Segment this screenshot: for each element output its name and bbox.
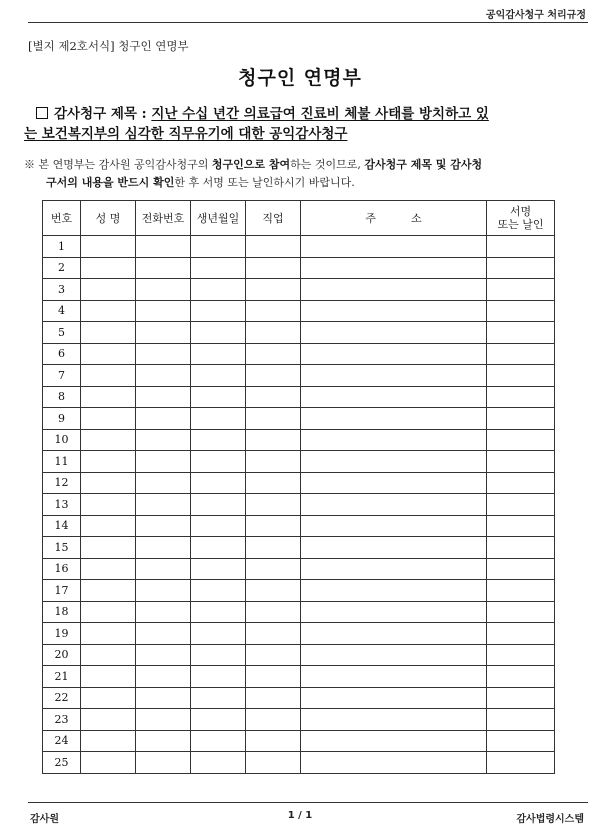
row-number: 12 bbox=[43, 472, 81, 494]
signature-cell[interactable] bbox=[487, 236, 555, 258]
address-cell[interactable] bbox=[301, 386, 487, 408]
signature-cell[interactable] bbox=[487, 429, 555, 451]
address-cell[interactable] bbox=[301, 752, 487, 774]
signature-cell[interactable] bbox=[487, 601, 555, 623]
occupation-cell[interactable] bbox=[246, 236, 301, 258]
name-cell[interactable] bbox=[81, 730, 136, 752]
row-number: 5 bbox=[43, 322, 81, 344]
table-row bbox=[43, 451, 555, 473]
name-cell[interactable] bbox=[81, 472, 136, 494]
row-number: 20 bbox=[43, 644, 81, 666]
address-cell[interactable] bbox=[301, 687, 487, 709]
name-cell[interactable] bbox=[81, 687, 136, 709]
birthdate-cell[interactable] bbox=[191, 494, 246, 516]
birthdate-cell[interactable] bbox=[191, 580, 246, 602]
phone-cell[interactable] bbox=[136, 537, 191, 559]
row-number: 7 bbox=[43, 365, 81, 387]
birthdate-cell[interactable] bbox=[191, 537, 246, 559]
occupation-cell[interactable] bbox=[246, 515, 301, 537]
header-signature-line2: 또는 날인 bbox=[497, 218, 544, 231]
address-cell[interactable] bbox=[301, 257, 487, 279]
name-cell[interactable] bbox=[81, 601, 136, 623]
phone-cell[interactable] bbox=[136, 687, 191, 709]
phone-cell[interactable] bbox=[136, 623, 191, 645]
occupation-cell[interactable] bbox=[246, 687, 301, 709]
table-row bbox=[43, 644, 555, 666]
phone-cell[interactable] bbox=[136, 365, 191, 387]
occupation-cell[interactable] bbox=[246, 601, 301, 623]
row-number: 13 bbox=[43, 494, 81, 516]
table-row bbox=[43, 236, 555, 258]
address-cell[interactable] bbox=[301, 537, 487, 559]
name-cell[interactable] bbox=[81, 580, 136, 602]
table-row bbox=[43, 408, 555, 430]
address-cell[interactable] bbox=[301, 322, 487, 344]
signature-cell[interactable] bbox=[487, 451, 555, 473]
row-number: 2 bbox=[43, 257, 81, 279]
birthdate-cell[interactable] bbox=[191, 429, 246, 451]
occupation-cell[interactable] bbox=[246, 644, 301, 666]
row-number: 8 bbox=[43, 386, 81, 408]
table-row bbox=[43, 687, 555, 709]
birthdate-cell[interactable] bbox=[191, 558, 246, 580]
table-row bbox=[43, 537, 555, 559]
name-cell[interactable] bbox=[81, 644, 136, 666]
note-part2: 하는 것이므로, bbox=[290, 158, 365, 171]
occupation-cell[interactable] bbox=[246, 730, 301, 752]
occupation-cell[interactable] bbox=[246, 623, 301, 645]
petitioner-roster-table bbox=[42, 200, 555, 774]
address-cell[interactable] bbox=[301, 300, 487, 322]
table-row bbox=[43, 709, 555, 731]
occupation-cell[interactable] bbox=[246, 429, 301, 451]
address-cell[interactable] bbox=[301, 623, 487, 645]
occupation-cell[interactable] bbox=[246, 322, 301, 344]
table-row bbox=[43, 365, 555, 387]
row-number: 24 bbox=[43, 730, 81, 752]
footer-system: 감사법령시스템 bbox=[516, 814, 584, 825]
phone-cell[interactable] bbox=[136, 300, 191, 322]
row-number: 19 bbox=[43, 623, 81, 645]
occupation-cell[interactable] bbox=[246, 580, 301, 602]
occupation-cell[interactable] bbox=[246, 365, 301, 387]
table-row bbox=[43, 515, 555, 537]
row-number: 14 bbox=[43, 515, 81, 537]
header-phone: 전화번호 bbox=[136, 201, 191, 236]
header-signature-line1: 서명 bbox=[509, 205, 532, 218]
address-cell[interactable] bbox=[301, 515, 487, 537]
footer-divider bbox=[28, 802, 588, 803]
phone-cell[interactable] bbox=[136, 451, 191, 473]
name-cell[interactable] bbox=[81, 494, 136, 516]
subject-text-line2: 는 보건복지부의 심각한 직무유기에 대한 공익감사청구 bbox=[24, 126, 348, 142]
phone-cell[interactable] bbox=[136, 343, 191, 365]
subject-text-line1: 지난 수십 년간 의료급여 진료비 체불 사태를 방치하고 있 bbox=[151, 106, 489, 122]
table-row bbox=[43, 279, 555, 301]
table-row bbox=[43, 730, 555, 752]
table-row bbox=[43, 580, 555, 602]
row-number: 11 bbox=[43, 451, 81, 473]
note-part1: 본 연명부는 감사원 공익감사청구의 bbox=[38, 158, 212, 171]
address-cell[interactable] bbox=[301, 558, 487, 580]
row-number: 25 bbox=[43, 752, 81, 774]
phone-cell[interactable] bbox=[136, 472, 191, 494]
name-cell[interactable] bbox=[81, 343, 136, 365]
birthdate-cell[interactable] bbox=[191, 666, 246, 688]
header-birthdate: 생년월일 bbox=[191, 201, 246, 236]
birthdate-cell[interactable] bbox=[191, 322, 246, 344]
address-cell[interactable] bbox=[301, 601, 487, 623]
row-number: 16 bbox=[43, 558, 81, 580]
name-cell[interactable] bbox=[81, 666, 136, 688]
row-number: 6 bbox=[43, 343, 81, 365]
table-row bbox=[43, 257, 555, 279]
signature-cell[interactable] bbox=[487, 709, 555, 731]
table-row bbox=[43, 601, 555, 623]
phone-cell[interactable] bbox=[136, 322, 191, 344]
birthdate-cell[interactable] bbox=[191, 687, 246, 709]
phone-cell[interactable] bbox=[136, 408, 191, 430]
signature-cell[interactable] bbox=[487, 580, 555, 602]
phone-cell[interactable] bbox=[136, 386, 191, 408]
birthdate-cell[interactable] bbox=[191, 279, 246, 301]
audit-subject bbox=[24, 104, 580, 144]
birthdate-cell[interactable] bbox=[191, 601, 246, 623]
row-number: 10 bbox=[43, 429, 81, 451]
phone-cell[interactable] bbox=[136, 257, 191, 279]
address-cell[interactable] bbox=[301, 644, 487, 666]
birthdate-cell[interactable] bbox=[191, 623, 246, 645]
phone-cell[interactable] bbox=[136, 279, 191, 301]
phone-cell[interactable] bbox=[136, 730, 191, 752]
name-cell[interactable] bbox=[81, 537, 136, 559]
name-cell[interactable] bbox=[81, 322, 136, 344]
row-number: 3 bbox=[43, 279, 81, 301]
header-occupation: 직업 bbox=[246, 201, 301, 236]
footer-organization: 감사원 bbox=[30, 814, 59, 825]
address-cell[interactable] bbox=[301, 494, 487, 516]
signature-cell[interactable] bbox=[487, 343, 555, 365]
table-row bbox=[43, 322, 555, 344]
page-number: 1 / 1 bbox=[287, 810, 313, 821]
table-row bbox=[43, 429, 555, 451]
occupation-cell[interactable] bbox=[246, 386, 301, 408]
phone-cell[interactable] bbox=[136, 752, 191, 774]
occupation-cell[interactable] bbox=[246, 558, 301, 580]
name-cell[interactable] bbox=[81, 365, 136, 387]
name-cell[interactable] bbox=[81, 300, 136, 322]
header-name: 성 명 bbox=[81, 201, 136, 236]
table-row bbox=[43, 752, 555, 774]
table-header-row bbox=[43, 201, 555, 236]
row-number: 15 bbox=[43, 537, 81, 559]
table-row bbox=[43, 623, 555, 645]
note-bold2a: 감사청구 제목 및 감사청 bbox=[364, 158, 483, 171]
occupation-cell[interactable] bbox=[246, 494, 301, 516]
address-cell[interactable] bbox=[301, 429, 487, 451]
occupation-cell[interactable] bbox=[246, 408, 301, 430]
occupation-cell[interactable] bbox=[246, 343, 301, 365]
phone-cell[interactable] bbox=[136, 558, 191, 580]
signature-cell[interactable] bbox=[487, 494, 555, 516]
note-part3: 한 후 서명 또는 날인하시기 바랍니다. bbox=[174, 176, 355, 189]
address-cell[interactable] bbox=[301, 709, 487, 731]
form-label: [별지 제2호서식] 청구인 연명부 bbox=[28, 39, 189, 53]
address-cell[interactable] bbox=[301, 730, 487, 752]
signature-cell[interactable] bbox=[487, 257, 555, 279]
name-cell[interactable] bbox=[81, 429, 136, 451]
table-row bbox=[43, 558, 555, 580]
note-bold2b: 구서의 내용을 반드시 확인 bbox=[46, 176, 175, 189]
row-number: 1 bbox=[43, 236, 81, 258]
birthdate-cell[interactable] bbox=[191, 730, 246, 752]
occupation-cell[interactable] bbox=[246, 300, 301, 322]
table-row bbox=[43, 300, 555, 322]
table-row bbox=[43, 386, 555, 408]
birthdate-cell[interactable] bbox=[191, 386, 246, 408]
address-cell[interactable] bbox=[301, 666, 487, 688]
phone-cell[interactable] bbox=[136, 709, 191, 731]
note-bold1: 청구인으로 참여 bbox=[211, 158, 291, 171]
name-cell[interactable] bbox=[81, 408, 136, 430]
phone-cell[interactable] bbox=[136, 666, 191, 688]
birthdate-cell[interactable] bbox=[191, 365, 246, 387]
header-address: 주 소 bbox=[301, 201, 487, 236]
row-number: 22 bbox=[43, 687, 81, 709]
birthdate-cell[interactable] bbox=[191, 472, 246, 494]
occupation-cell[interactable] bbox=[246, 279, 301, 301]
address-cell[interactable] bbox=[301, 365, 487, 387]
table-row bbox=[43, 343, 555, 365]
row-number: 18 bbox=[43, 601, 81, 623]
name-cell[interactable] bbox=[81, 236, 136, 258]
phone-cell[interactable] bbox=[136, 515, 191, 537]
signature-cell[interactable] bbox=[487, 300, 555, 322]
row-number: 9 bbox=[43, 408, 81, 430]
birthdate-cell[interactable] bbox=[191, 257, 246, 279]
header-signature bbox=[487, 201, 555, 236]
address-cell[interactable] bbox=[301, 279, 487, 301]
row-number: 23 bbox=[43, 709, 81, 731]
instruction-note bbox=[24, 156, 584, 192]
signature-cell[interactable] bbox=[487, 365, 555, 387]
signature-cell[interactable] bbox=[487, 687, 555, 709]
occupation-cell[interactable] bbox=[246, 257, 301, 279]
header-divider bbox=[28, 22, 588, 23]
occupation-cell[interactable] bbox=[246, 472, 301, 494]
row-number: 17 bbox=[43, 580, 81, 602]
birthdate-cell[interactable] bbox=[191, 644, 246, 666]
name-cell[interactable] bbox=[81, 279, 136, 301]
subject-label: 감사청구 제목 : bbox=[54, 106, 147, 122]
phone-cell[interactable] bbox=[136, 429, 191, 451]
name-cell[interactable] bbox=[81, 558, 136, 580]
address-cell[interactable] bbox=[301, 451, 487, 473]
signature-cell[interactable] bbox=[487, 408, 555, 430]
row-number: 4 bbox=[43, 300, 81, 322]
name-cell[interactable] bbox=[81, 752, 136, 774]
birthdate-cell[interactable] bbox=[191, 451, 246, 473]
signature-cell[interactable] bbox=[487, 730, 555, 752]
birthdate-cell[interactable] bbox=[191, 343, 246, 365]
birthdate-cell[interactable] bbox=[191, 515, 246, 537]
name-cell[interactable] bbox=[81, 709, 136, 731]
address-cell[interactable] bbox=[301, 343, 487, 365]
signature-cell[interactable] bbox=[487, 515, 555, 537]
signature-cell[interactable] bbox=[487, 558, 555, 580]
row-number: 21 bbox=[43, 666, 81, 688]
page-title: 청구인 연명부 bbox=[238, 67, 362, 89]
phone-cell[interactable] bbox=[136, 494, 191, 516]
address-cell[interactable] bbox=[301, 236, 487, 258]
name-cell[interactable] bbox=[81, 451, 136, 473]
phone-cell[interactable] bbox=[136, 580, 191, 602]
occupation-cell[interactable] bbox=[246, 752, 301, 774]
birthdate-cell[interactable] bbox=[191, 300, 246, 322]
header-number: 번호 bbox=[43, 201, 81, 236]
occupation-cell[interactable] bbox=[246, 451, 301, 473]
phone-cell[interactable] bbox=[136, 236, 191, 258]
note-mark: ※ bbox=[24, 158, 35, 171]
address-cell[interactable] bbox=[301, 580, 487, 602]
occupation-cell[interactable] bbox=[246, 709, 301, 731]
name-cell[interactable] bbox=[81, 386, 136, 408]
table-row bbox=[43, 494, 555, 516]
name-cell[interactable] bbox=[81, 257, 136, 279]
birthdate-cell[interactable] bbox=[191, 236, 246, 258]
occupation-cell[interactable] bbox=[246, 666, 301, 688]
signature-cell[interactable] bbox=[487, 386, 555, 408]
phone-cell[interactable] bbox=[136, 644, 191, 666]
signature-cell[interactable] bbox=[487, 279, 555, 301]
birthdate-cell[interactable] bbox=[191, 408, 246, 430]
name-cell[interactable] bbox=[81, 623, 136, 645]
signature-cell[interactable] bbox=[487, 752, 555, 774]
signature-cell[interactable] bbox=[487, 472, 555, 494]
occupation-cell[interactable] bbox=[246, 537, 301, 559]
table-row bbox=[43, 666, 555, 688]
phone-cell[interactable] bbox=[136, 601, 191, 623]
birthdate-cell[interactable] bbox=[191, 709, 246, 731]
address-cell[interactable] bbox=[301, 472, 487, 494]
regulation-name: 공익감사청구 처리규정 bbox=[485, 10, 586, 21]
signature-cell[interactable] bbox=[487, 623, 555, 645]
name-cell[interactable] bbox=[81, 515, 136, 537]
table-row bbox=[43, 472, 555, 494]
signature-cell[interactable] bbox=[487, 322, 555, 344]
checkbox-icon bbox=[36, 107, 48, 119]
address-cell[interactable] bbox=[301, 408, 487, 430]
signature-cell[interactable] bbox=[487, 537, 555, 559]
signature-cell[interactable] bbox=[487, 666, 555, 688]
signature-cell[interactable] bbox=[487, 644, 555, 666]
birthdate-cell[interactable] bbox=[191, 752, 246, 774]
